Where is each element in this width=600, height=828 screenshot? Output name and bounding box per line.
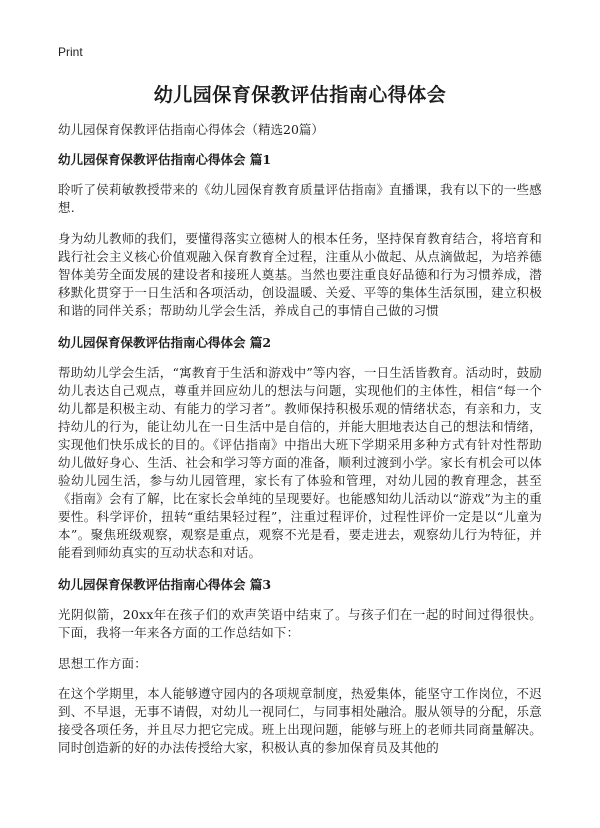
document-subtitle: 幼儿园保育保教评估指南心得体会（精选20篇） <box>58 122 324 137</box>
section-heading-2: 幼儿园保育保教评估指南心得体会 篇2 <box>58 335 272 350</box>
paragraph: 聆听了侯莉敏教授带来的《幼儿园保育教育质量评估指南》直播课，我有以下的一些感想. <box>58 182 542 215</box>
section-heading-3: 幼儿园保育保教评估指南心得体会 篇3 <box>58 577 272 592</box>
paragraph: 身为幼儿教师的我们，要懂得落实立德树人的根本任务，坚持保育教育结合，将培育和践行社会主义核心价值观融入保育教育全过程，注重从小做起、从点滴做起，为培养德智体美劳全面发展的建设者和接班人奠基。当然也要注重良好品德和行为习惯养成，潜移默化贯穿于一日生活和各项活动，创设温暖、关爱、平等的集体生活氛围，建立积极和谐的同伴关系；帮助幼儿学会生活，养成自己的事情自己做的习惯 <box>58 231 542 318</box>
paragraph: 光阴似箭，20xx年在孩子们的欢声笑语中结束了。与孩子们在一起的时间过得很快。下面，我将一年来各方面的工作总结如下： <box>58 607 542 640</box>
document-title: 幼儿园保育保教评估指南心得体会 <box>153 84 447 106</box>
paragraph: 在这个学期里，本人能够遵守园内的各项规章制度，热爱集体，能坚守工作岗位，不迟到、不早退，无事不请假，对幼儿一视同仁，与同事相处融洽。服从领导的分配，乐意接受各项任务，并且尽力把它完成。班上出现问题，能够与班上的老师共同商量解决。同时创造新的好的办法传授给大家，积极认真的参加保育员及其他的 <box>58 686 542 755</box>
paragraph: 帮助幼儿学会生活，“寓教育于生活和游戏中”等内容，一日生活皆教育。活动时，鼓励幼儿表达自己观点，尊重并回应幼儿的想法与问题，实现他们的主体性，相信“每一个幼儿都是积极主动、有能力的学习者”。教师保持积极乐观的情绪状态，有亲和力，支持幼儿的行为，能让幼儿在一日生活中是自信的，并能大胆地表达自己的想法和情绪，实现他们快乐成长的目的。《评估指南》中指出大班下学期采用多种方式有针对性帮助幼儿做好身心、生活、社会和学习等方面的准备，顺利过渡到小学。家长有机会可以体验幼儿园生活，参与幼儿园管理，家长有了体验和管理，对幼儿园的教育理念，甚至《指南》会有了解，比在家长会单纯的呈现要好。也能感知幼儿活动以“游戏”为主的重要性。科学评价，扭转“重结果轻过程”，注重过程评价，过程性评价一定是以“儿童为本”。聚焦班级观察，观察是重点，观察不光是看，要走进去，观察幼儿行为特征，并能看到师幼真实的互动状态和对话。 <box>58 365 542 560</box>
paragraph: 思想工作方面： <box>58 656 147 671</box>
print-link[interactable]: Print <box>58 45 83 59</box>
section-heading-1: 幼儿园保育保教评估指南心得体会 篇1 <box>58 152 272 167</box>
document-body <box>58 120 542 770</box>
